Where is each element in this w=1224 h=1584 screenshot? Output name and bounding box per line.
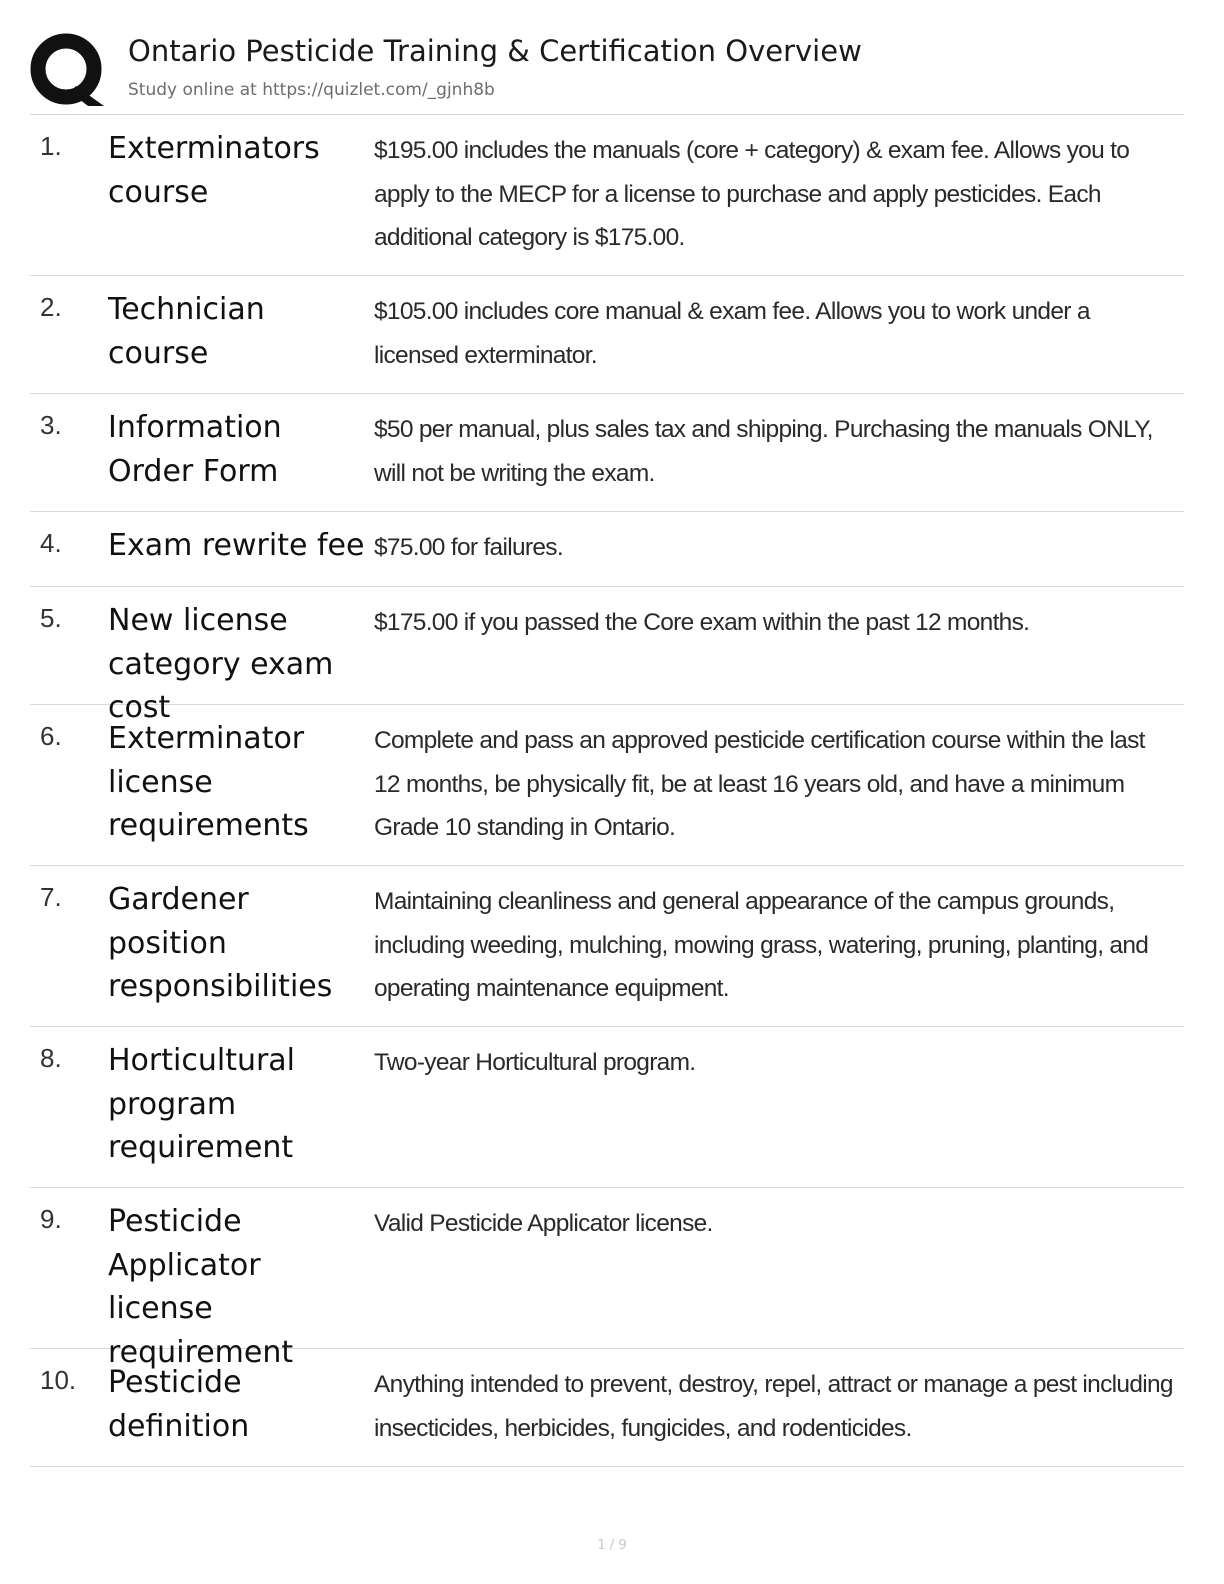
item-number: 4. [40,528,62,558]
item-definition: Complete and pass an approved pesticide certification course within the last 12 months, be physically fit, be at least 16 years old, and have a minimum Grade 10 standing in Ontario. [374,727,1145,841]
page-number: 1 / 9 [597,1538,627,1553]
list-item [30,1188,1184,1370]
page-header [30,30,1184,115]
item-definition: $105.00 includes core manual & exam fee. Allows you to work under a licensed exterminator. [374,298,1090,369]
item-definition: Two-year Horticultural program. [374,1049,696,1076]
item-number: 8. [40,1043,62,1073]
item-definition: Anything intended to prevent, destroy, repel, attract or manage a pest including insecticides, herbicides, fungicides, and rodenticides. [374,1371,1173,1442]
item-term: Gardener position responsibilities [108,882,333,1004]
item-definition: Valid Pesticide Applicator license. [374,1210,713,1237]
item-definition: $195.00 includes the manuals (core + category) & exam fee. Allows you to apply to the MECP for a license to purchase and apply pesticides. Each additional category is $175.00. [374,137,1130,251]
list-item [30,587,1184,725]
list-item [30,705,1184,866]
study-link[interactable]: Study online at https://quizlet.com/_gjnh8b [128,80,495,100]
quizlet-logo-icon [30,32,108,108]
item-number: 9. [40,1204,62,1234]
item-term: New license category exam cost [108,603,334,725]
item-number: 5. [40,603,62,633]
list-item [30,866,1184,1027]
list-item [30,1349,1184,1467]
flashcard-list [30,115,1184,1467]
item-definition: $50 per manual, plus sales tax and shipping. Purchasing the manuals ONLY, will not be writing the exam. [374,416,1153,487]
item-number: 1. [40,131,62,161]
page-title: Ontario Pesticide Training & Certification Overview [128,34,862,68]
item-term: Pesticide Applicator license requirement [108,1204,294,1370]
item-number: 2. [40,292,62,322]
item-term: Exterminator license requirements [108,721,309,843]
item-definition: $75.00 for failures. [374,534,563,561]
list-item [30,394,1184,512]
item-term: Horticultural program requirement [108,1043,296,1165]
item-number: 6. [40,721,62,751]
list-item [30,1027,1184,1188]
item-term: Information Order Form [108,410,282,489]
item-definition: Maintaining cleanliness and general appearance of the campus grounds, including weeding, mulching, mowing grass, watering, pruning, planting, and operating maintenance equipment. [374,888,1149,1002]
item-number: 10. [40,1365,77,1395]
list-item [30,276,1184,394]
list-item [30,115,1184,276]
item-number: 7. [40,882,62,912]
item-term: Pesticide definition [108,1365,250,1444]
list-item [30,512,1184,587]
item-term: Exam rewrite fee [108,528,365,563]
item-definition: $175.00 if you passed the Core exam within the past 12 months. [374,609,1030,636]
item-term: Technician course [108,292,265,371]
item-number: 3. [40,410,62,440]
item-term: Exterminators course [108,131,320,210]
